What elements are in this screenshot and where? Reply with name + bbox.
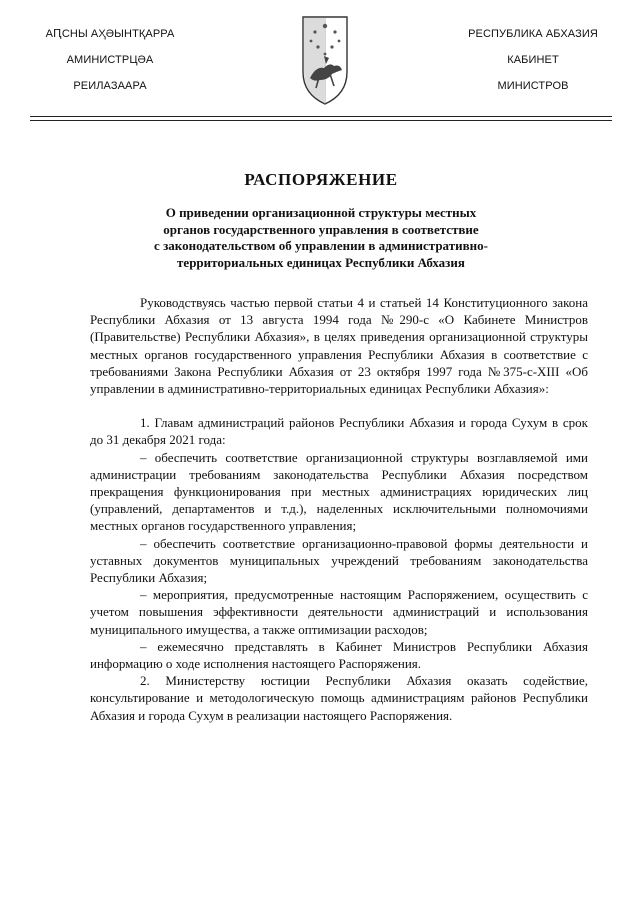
header-right-line-2: КАБИНЕТ [507, 54, 559, 66]
header-right-line-1: РЕСПУБЛИКА АБХАЗИЯ [468, 28, 598, 40]
subject-line: О приведении организационной структуры местных [165, 205, 477, 220]
header-divider-thin [30, 120, 612, 121]
header-right-line-3: МИНИСТРОВ [497, 80, 569, 92]
clause-1-item-4: – ежемесячно представлять в Кабинет Министров Республики Абхазия информацию о ходе исполнения настоящего Распоряжения. [90, 638, 588, 672]
header-left-line-2: АМИНИСТРЦӘА [66, 54, 154, 66]
coat-of-arms-icon [300, 14, 350, 106]
clause-2-paragraph: 2. Министерству юстиции Республики Абхазия оказать содействие, консультирование и методологическую помощь администрациям районов Республики Абхазия и города Сухум в реализации настоящего Распоряжения. [90, 673, 588, 723]
clause-1-item-1: – обеспечить соответствие организационной структуры возглавляемой ими администрации требованиям законодательства Республики Абхазия посредством прекращения функционирования при местных администрациях юридических лиц (управлений, департаментов и т.д.), наделенных исключительными полномочиями местных органов государственного управления; [90, 449, 588, 534]
document-title: РАСПОРЯЖЕНИЕ [244, 170, 398, 189]
header-right-block [448, 25, 618, 103]
document-subject [90, 205, 552, 271]
header-divider-thick [30, 116, 612, 117]
subject-line: органов государственного управления в соответствие [163, 221, 479, 237]
subject-line: с законодательством об управлении в административно- [154, 238, 488, 253]
header-left-block [30, 25, 190, 103]
header-left-line-3: РЕИЛАЗААРА [73, 80, 147, 92]
document-body [90, 294, 588, 724]
clause-1-item-3: – мероприятия, предусмотренные настоящим Распоряжением, осуществить с учетом повышения эффективности деятельности администраций и использования муниципального имущества, а также оптимизации расходов; [90, 587, 588, 637]
clause-1-item-2: – обеспечить соответствие организационно-правовой формы деятельности и уставных документов муниципальных учреждений требованиям законодательства Республики Абхазия; [90, 535, 588, 586]
preamble-paragraph: Руководствуясь частью первой статьи 4 и статьей 14 Конституционного закона Республики Абхазия от 13 августа 1994 года №290-с «О Кабинете Министров (Правительстве) Республики Абхазия», в целях приведения организационной структуры местных органов государственного управления Республики Абхазия в соответствие с требованиями Закона Республики Абхазия от 23 октября 1997 года №375-с-XIII «Об управлении в административно-территориальных единицах Республики Абхазия»: [90, 295, 588, 397]
header-left-line-1: АԤСНЫ АҲӘЫНТҚАРРА [45, 28, 175, 40]
subject-line: территориальных единицах Республики Абхазия [177, 254, 465, 270]
clause-1-paragraph: 1. Главам администраций районов Республики Абхазия и города Сухум в срок до 31 декабря 2021 года: [90, 415, 588, 448]
